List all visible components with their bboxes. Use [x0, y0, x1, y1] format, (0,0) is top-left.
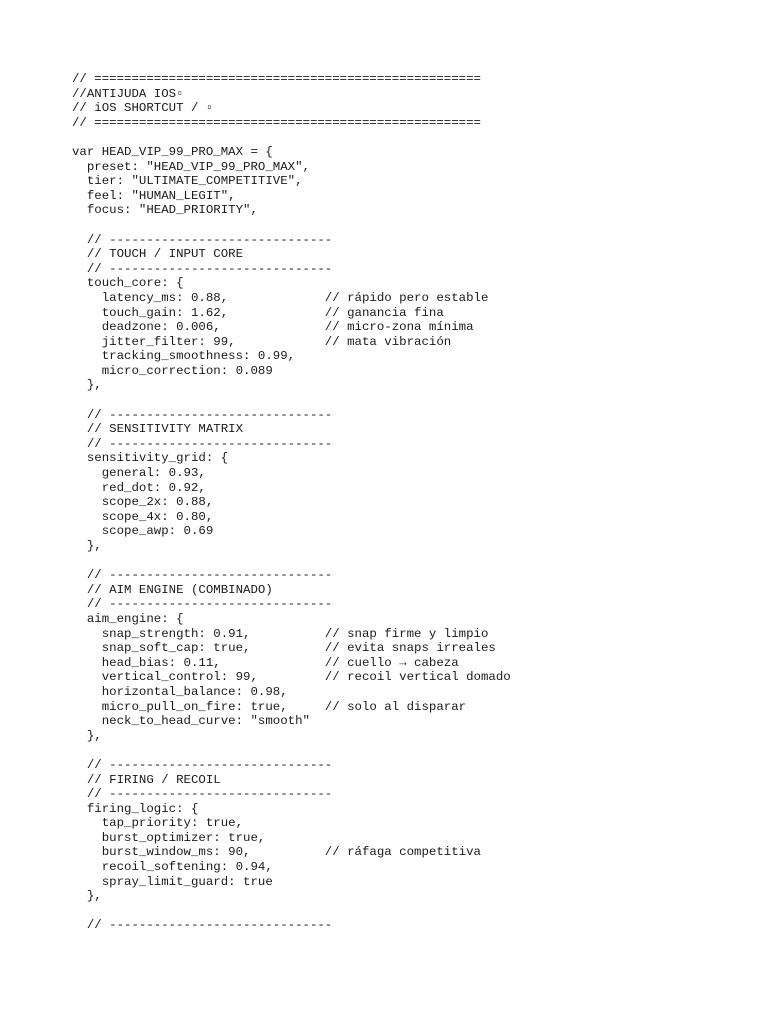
code-line: // ------------------------------	[72, 436, 333, 451]
code-line	[72, 743, 511, 758]
code-line: // ====================================================	[72, 72, 481, 86]
code-line: // ------------------------------	[72, 757, 333, 772]
code-line: // ------------------------------	[72, 918, 333, 933]
code-line: // ------------------------------	[72, 407, 333, 422]
code-line: touch_gain: 1.62, // ganancia fina	[72, 305, 444, 320]
code-line: // ------------------------------	[72, 232, 333, 247]
code-line: // SENSITIVITY MATRIX	[72, 422, 244, 437]
code-line	[72, 218, 511, 233]
code-line: scope_2x: 0.88,	[72, 495, 214, 510]
code-line: // ------------------------------	[72, 597, 333, 612]
code-line: horizontal_balance: 0.98,	[72, 684, 288, 699]
code-line: scope_awp: 0.69	[72, 524, 214, 539]
code-line: focus: "HEAD_PRIORITY",	[72, 203, 258, 218]
code-line: snap_strength: 0.91, // snap firme y limpio	[72, 626, 489, 641]
code-line: tap_priority: true,	[72, 816, 244, 831]
code-line: },	[72, 889, 102, 904]
code-line: // iOS SHORTCUT / ▫	[72, 101, 214, 116]
code-line: },	[72, 728, 102, 743]
code-line: // TOUCH / INPUT CORE	[72, 247, 244, 262]
code-line: touch_core: {	[72, 276, 184, 291]
code-line: snap_soft_cap: true, // evita snaps irreales	[72, 641, 496, 656]
code-line: spray_limit_guard: true	[72, 874, 273, 889]
code-line: head_bias: 0.11, // cuello → cabeza	[72, 655, 459, 670]
code-line: neck_to_head_curve: "smooth"	[72, 714, 310, 729]
code-line: // ====================================================	[72, 115, 481, 130]
code-line: // FIRING / RECOIL	[72, 772, 221, 787]
code-line: aim_engine: {	[72, 611, 184, 626]
code-line: tier: "ULTIMATE_COMPETITIVE",	[72, 174, 303, 189]
code-line: tracking_smoothness: 0.99,	[72, 349, 296, 364]
code-line: scope_4x: 0.80,	[72, 509, 214, 524]
code-line	[72, 393, 511, 408]
code-line: jitter_filter: 99, // mata vibración	[72, 334, 452, 349]
code-line: deadzone: 0.006, // micro-zona mínima	[72, 320, 474, 335]
code-line: general: 0.93,	[72, 466, 206, 481]
code-line: },	[72, 539, 102, 553]
code-line: // AIM ENGINE (COMBINADO)	[72, 582, 273, 597]
code-line: burst_window_ms: 90, // ráfaga competitiva	[72, 845, 481, 860]
code-line: },	[72, 378, 102, 393]
code-line: // ------------------------------	[72, 568, 333, 583]
code-line: red_dot: 0.92,	[72, 480, 206, 495]
code-line: micro_pull_on_fire: true, // solo al disparar	[72, 699, 467, 714]
code-line: burst_optimizer: true,	[72, 830, 266, 845]
code-line: // ------------------------------	[72, 787, 333, 802]
code-line: preset: "HEAD_VIP_99_PRO_MAX",	[72, 159, 310, 174]
code-line: //ANTIJUDA IOS▫	[72, 86, 184, 101]
code-line: var HEAD_VIP_99_PRO_MAX = {	[72, 144, 273, 159]
code-line	[72, 130, 511, 145]
code-line: vertical_control: 99, // recoil vertical domado	[72, 670, 511, 685]
code-line: // ------------------------------	[72, 261, 333, 276]
code-line: firing_logic: {	[72, 801, 199, 816]
code-line: sensitivity_grid: {	[72, 451, 229, 466]
code-block	[72, 72, 511, 933]
code-line	[72, 904, 511, 919]
code-line: recoil_softening: 0.94,	[72, 860, 273, 875]
code-line: feel: "HUMAN_LEGIT",	[72, 188, 236, 203]
code-line: latency_ms: 0.88, // rápido pero estable	[72, 290, 489, 305]
code-line	[72, 554, 511, 569]
code-line: micro_correction: 0.089	[72, 363, 273, 378]
